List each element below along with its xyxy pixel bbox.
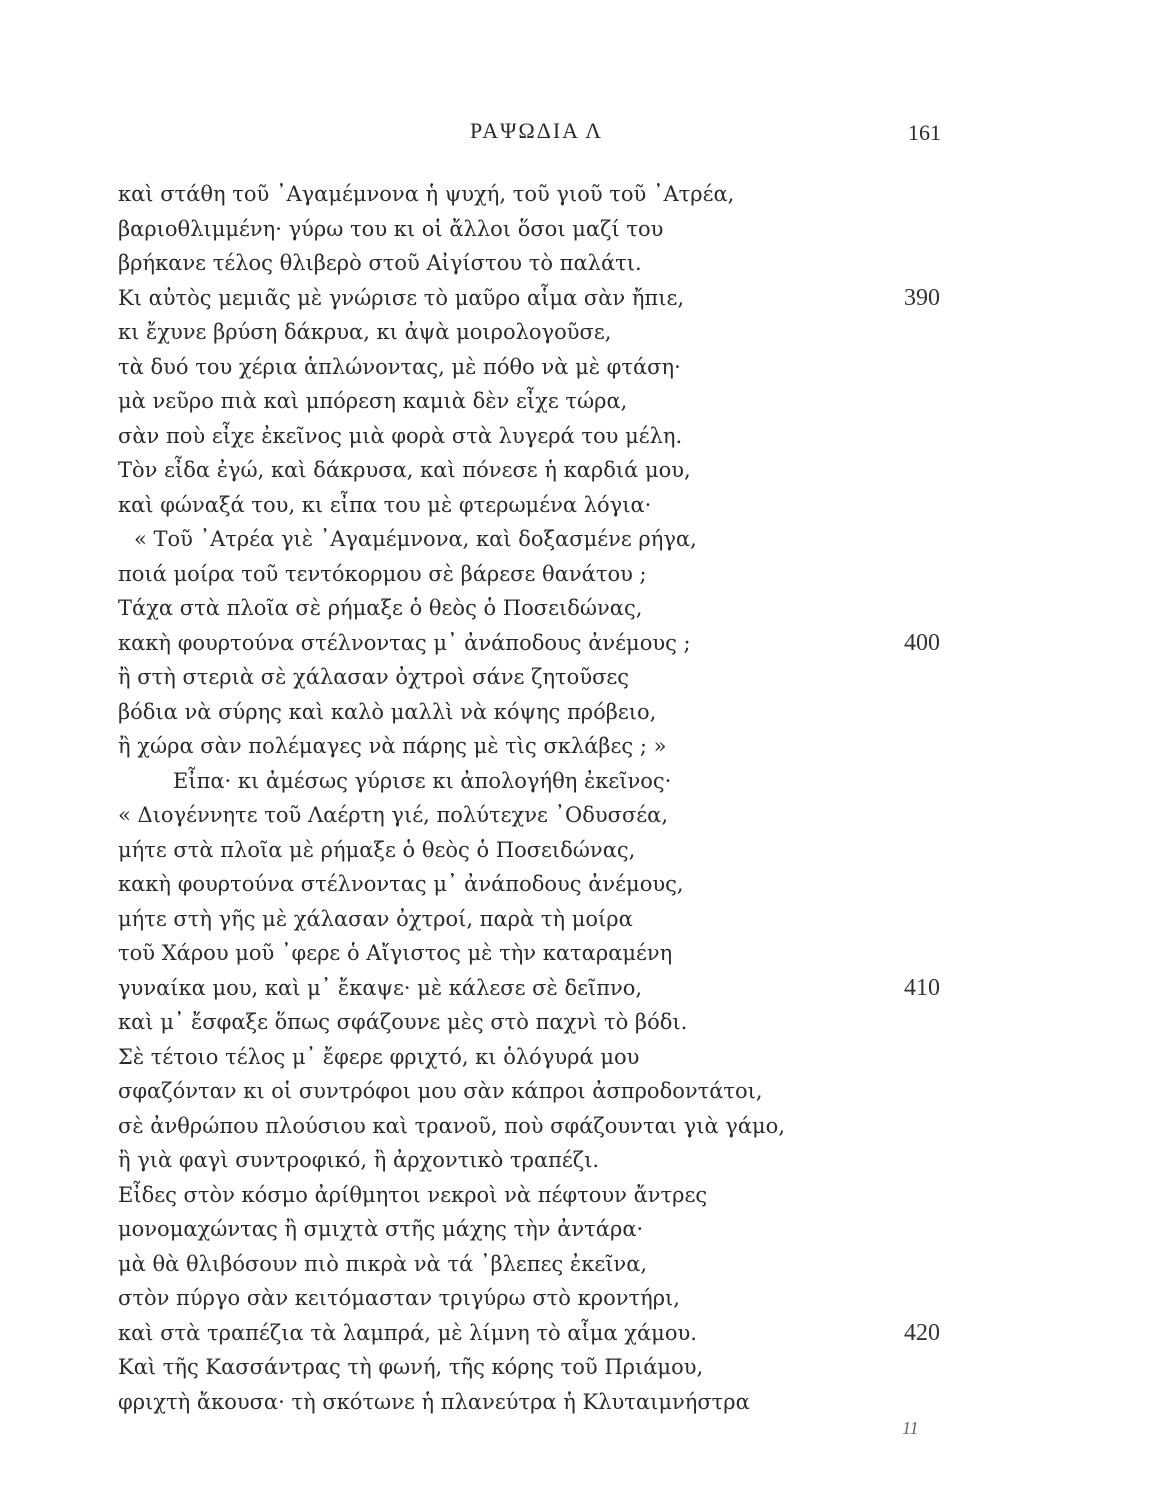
verse-text: στὸν πύργο σὰν κειτόμασταν τριγύρω στὸ κροντήρι,	[118, 1286, 680, 1310]
verse-text: μήτε στὴ γῆς μὲ χάλασαν ὀχτροί, παρὰ τὴ μοίρα	[118, 906, 633, 931]
line-number: 400	[904, 629, 940, 656]
verse-line	[118, 350, 1048, 385]
verse-line	[118, 729, 1048, 764]
verse-line	[118, 833, 1048, 868]
verse-line	[118, 1350, 1048, 1385]
verse-text: κακὴ φουρτούνα στέλνοντας μ᾿ ἀνάποδους ἀνέμους,	[118, 872, 684, 896]
verse-text: κι ἔχυνε βρύση δάκρυα, κι ἀψὰ μοιρολογοῦσε,	[118, 320, 612, 344]
verse-text: καὶ μ᾿ ἔσφαξε ὅπως σφάζουνε μὲς στὸ παχνὶ τὸ βόδι.	[118, 1010, 688, 1034]
verse-line	[118, 1385, 1048, 1420]
verse-text: κακὴ φουρτούνα στέλνοντας μ᾿ ἀνάποδους ἀνέμους ;	[118, 630, 691, 655]
verse-text: φριχτὴ ἄκουσα· τὴ σκότωνε ἡ πλανεύτρα ἡ Κλυταιμνήστρα	[118, 1389, 750, 1414]
verse-text: ἢ χώρα σὰν πολέμαγες νὰ πάρης μὲ τὶς σκλάβες ; »	[118, 734, 667, 758]
verse-line	[118, 1109, 1048, 1144]
verse-line	[118, 660, 1048, 695]
verse-line	[118, 1316, 1048, 1351]
verse-line	[118, 384, 1048, 419]
verse-text: βαριοθλιμμένη· γύρω του κι οἱ ἄλλοι ὅσοι μαζί του	[118, 216, 664, 241]
verse-line	[118, 971, 1048, 1006]
verse-line	[118, 212, 1048, 247]
verse-line	[118, 1143, 1048, 1178]
verse-line	[118, 488, 1048, 523]
verse-text: τὰ δυό του χέρια ἁπλώνοντας, μὲ πόθο νὰ μὲ φτάση·	[118, 354, 681, 379]
verse-text: μήτε στὰ πλοῖα μὲ ρήμαξε ὁ θεὸς ὁ Ποσειδώνας,	[118, 837, 636, 862]
verse-text: Καὶ τῆς Κασσάντρας τὴ φωνή, τῆς κόρης τοῦ Πριάμου,	[118, 1355, 704, 1379]
verse-text: τοῦ Χάρου μοῦ ᾿φερε ὁ Αἴγιστος μὲ τὴν καταραμένη	[118, 941, 673, 965]
verse-line	[118, 902, 1048, 937]
verse-line	[118, 177, 1048, 212]
verse-line	[118, 1074, 1048, 1109]
verse-line	[118, 1281, 1048, 1316]
verse-text: μονομαχώντας ἢ σμιχτὰ στῆς μάχης τὴν ἀντάρα·	[118, 1217, 644, 1241]
line-number: 420	[904, 1319, 940, 1346]
verse-text: Κι αὐτὸς μεμιᾶς μὲ γνώρισε τὸ μαῦρο αἷμα σὰν ἤπιε,	[118, 285, 685, 310]
verse-line	[118, 1005, 1048, 1040]
verse-text: Τάχα στὰ πλοῖα σὲ ρήμαξε ὁ θεὸς ὁ Ποσειδώνας,	[118, 596, 643, 620]
verse-text: βρήκανε τέλος θλιβερὸ στοῦ Αἰγίστου τὸ παλάτι.	[118, 251, 642, 275]
verse-line	[118, 695, 1048, 730]
verse-text: « Διογέννητε τοῦ Λαέρτη γιέ, πολύτεχνε ᾿Οδυσσέα,	[118, 803, 669, 827]
verse-line	[118, 1247, 1048, 1282]
verse-text: σφαζόνταν κι οἱ συντρόφοι μου σὰν κάπροι ἀσπροδοντάτοι,	[118, 1079, 763, 1103]
verse-line	[118, 626, 1048, 661]
verse-line	[118, 246, 1048, 281]
verse-text: Εἶπα· κι ἀμέσως γύρισε κι ἀπολογήθη ἐκεῖνος·	[173, 768, 672, 793]
verse-text: μὰ νεῦρο πιὰ καὶ μπόρεση καμιὰ δὲν εἶχε τώρα,	[118, 389, 628, 413]
signature-mark: 11	[902, 1418, 919, 1438]
line-number: 390	[904, 284, 940, 311]
verse-line	[118, 315, 1048, 350]
verse-line	[118, 1212, 1048, 1247]
verse-line	[118, 867, 1048, 902]
book-title: ΡΑΨΩΔΙΑ Λ	[470, 118, 604, 143]
verse-text: ποιά μοίρα τοῦ τεντόκορμου σὲ βάρεσε θανάτου ;	[118, 561, 647, 586]
verse-text: γυναίκα μου, καὶ μ᾿ ἔκαψε· μὲ κάλεσε σὲ δεῖπνο,	[118, 975, 643, 1000]
verse-line	[118, 557, 1048, 592]
verse-line	[118, 419, 1048, 454]
verse-text: ἢ γιὰ φαγὶ συντροφικό, ἢ ἀρχοντικὸ τραπέζι.	[118, 1148, 600, 1172]
verse-text: « Τοῦ ᾿Ατρέα γιὲ ᾿Αγαμέμνονα, καὶ δοξασμένε ρήγα,	[134, 527, 697, 551]
verse-text: Εἶδες στὸν κόσμο ἀρίθμητοι νεκροὶ νὰ πέφτουν ἄντρες	[118, 1182, 708, 1207]
page-number: 161	[908, 120, 941, 145]
verse-text: μὰ θὰ θλιβόσουν πιὸ πικρὰ νὰ τά ᾿βλεπες ἐκεῖνα,	[118, 1251, 648, 1276]
verse-line	[118, 591, 1048, 626]
verse-line	[118, 936, 1048, 971]
line-number: 410	[904, 974, 940, 1001]
verse-line	[118, 1178, 1048, 1213]
verse-line	[118, 1040, 1048, 1075]
verse-text: καὶ φώναξά του, κι εἶπα του μὲ φτερωμένα λόγια·	[118, 492, 652, 517]
verse-text: βόδια νὰ σύρης καὶ καλὸ μαλλὶ νὰ κόψης πρόβειο,	[118, 699, 657, 724]
verse-text: σὰν ποὺ εἶχε ἐκεῖνος μιὰ φορὰ στὰ λυγερά του μέλη.	[118, 423, 683, 448]
verse-line	[118, 453, 1048, 488]
verse-line	[118, 798, 1048, 833]
verse-text: ἢ στὴ στεριὰ σὲ χάλασαν ὀχτροὶ σάνε ζητοῦσες	[118, 665, 630, 689]
verse-line	[118, 522, 1048, 557]
verse-line	[118, 764, 1048, 799]
running-head	[0, 118, 1155, 150]
verse-block	[118, 177, 1048, 1419]
verse-text: Τὸν εἶδα ἐγώ, καὶ δάκρυσα, καὶ πόνεσε ἡ καρδιά μου,	[118, 458, 691, 482]
verse-text: καὶ στὰ τραπέζια τὰ λαμπρά, μὲ λίμνη τὸ αἷμα χάμου.	[118, 1320, 697, 1345]
verse-text: Σὲ τέτοιο τέλος μ᾿ ἔφερε φριχτό, κι ὁλόγυρά μου	[118, 1044, 640, 1069]
verse-line	[118, 281, 1048, 316]
verse-text: σὲ ἀνθρώπου πλούσιου καὶ τρανοῦ, ποὺ σφάζουνται γιὰ γάμο,	[118, 1113, 785, 1138]
verse-text: καὶ στάθη τοῦ ᾿Αγαμέμνονα ἡ ψυχή, τοῦ γιοῦ τοῦ ᾿Ατρέα,	[118, 182, 735, 206]
